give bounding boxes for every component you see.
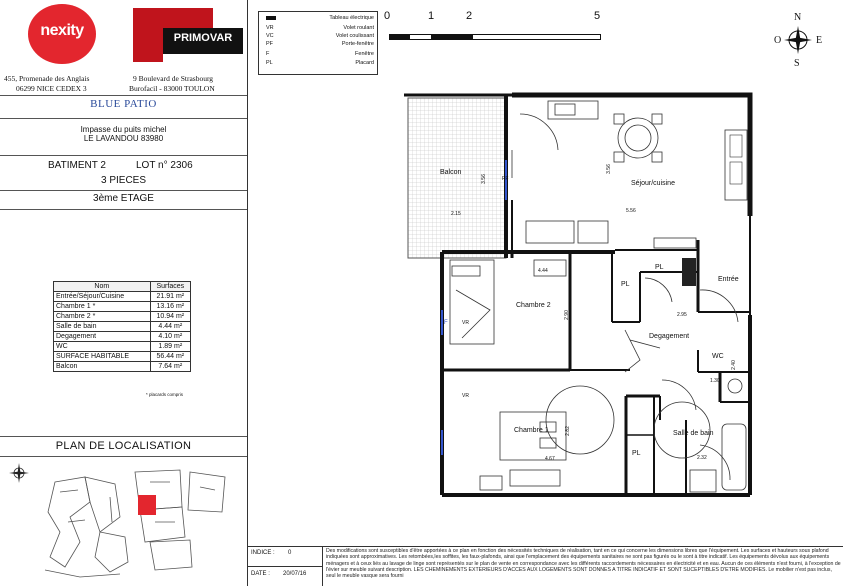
table-row-total <box>54 352 191 362</box>
table-row <box>54 332 191 342</box>
radiator <box>654 238 696 248</box>
legend-label: Fenêtre <box>355 51 374 57</box>
bed-chambre2 <box>450 260 494 344</box>
window-marker: VR <box>462 393 469 399</box>
dim-label: 3.56 <box>480 174 487 184</box>
dim-label: 2.40 <box>730 360 737 370</box>
surfaces-table <box>53 281 191 372</box>
room-entree: Entrée <box>718 276 739 283</box>
row-value: 21.91 m² <box>150 292 190 302</box>
row-value: 10.94 m² <box>150 312 190 322</box>
indice-value: 0 <box>288 550 292 556</box>
electrical-panel-icon <box>266 16 276 20</box>
room-pl2: PL <box>621 281 630 288</box>
row-value: 56.44 m² <box>150 352 190 362</box>
washbasin <box>690 470 716 492</box>
room-balcon: Balcon <box>440 169 462 176</box>
row-value: 4.10 m² <box>150 332 190 342</box>
compass-e: E <box>816 35 823 46</box>
rooms-count: 3 PIECES <box>100 175 147 186</box>
dim-label: 5.56 <box>626 208 636 214</box>
legend-code: F <box>266 51 270 57</box>
room-sejour: Séjour/cuisine <box>631 180 675 187</box>
row-value: 13.16 m² <box>150 302 190 312</box>
row-value: 7.64 m² <box>150 362 190 372</box>
legend-code: VR <box>266 25 274 31</box>
dim-label: 4.44 <box>538 268 548 274</box>
primovar-logo <box>133 8 243 62</box>
compass-o: O <box>774 35 782 46</box>
dim-label: 2.90 <box>563 310 570 320</box>
project-street: Impasse du puits michel <box>80 125 167 134</box>
room-chambre1: Chambre 1 <box>514 427 549 434</box>
indice-label: INDICE : <box>251 550 275 556</box>
table-row <box>54 362 191 372</box>
building-label: BATIMENT 2 <box>48 160 106 171</box>
dim-label: 2.32 <box>697 455 707 461</box>
dim-label: 2.95 <box>677 312 687 318</box>
dim-label: 2.15 <box>451 211 461 217</box>
disclaimer: Des modifications sont susceptibles d'être apportées à ce plan en fonction des nécessités techniques de réalisation, tant en ce qui concerne les dimensions libres que l'équipement. Les surfaces et hauteurs sous plafond indiquées sont approximatives. Les retombées,les soffites, les faux-plafonds, ainsi que l'emplacement des équipements sanitaires ne sont pas figurés ou le sont à titre indicatif. Les équipements dévolus aux équipements ménagers et à ceux liés au lavage de linge sont représentés sur le plan de vente en correspondance avec les différents raccordements nécessaires en électricité et en eau. Aucun de ces éléments n'est fourni, à l'exception de l'évier sur meuble suivant description. LES CHEMINEMENTS EXTERIEURS D'ACCES AUX LOGEMENTS SONT DONNES A TITRE INDICATIF ET SONT SUCEPTIBLES D'ETRE MODIFIES. Le mobilier n'est pas inclus, seul le meuble vasque sera fourni <box>326 548 841 580</box>
localisation-map <box>40 462 240 582</box>
scale-tick-5: 5 <box>594 10 601 22</box>
address-right-line1: 9 Boulevard de Strasbourg <box>133 74 214 83</box>
scale-tick-0: 0 <box>384 10 391 22</box>
row-name: Chambre 1 * <box>54 302 151 312</box>
row-value: 1.89 m² <box>150 342 190 352</box>
compass-s: S <box>794 58 800 69</box>
scale-tick-2: 2 <box>466 10 473 22</box>
window-marker: VR <box>462 320 469 326</box>
address-left-line1: 455, Promenade des Anglais <box>4 74 90 83</box>
table-header-row <box>54 282 191 292</box>
row-name: Degagement <box>54 332 151 342</box>
dim-label: 3.56 <box>605 164 612 174</box>
compass-n: N <box>794 12 802 23</box>
table-row <box>54 302 191 312</box>
room-pl1: PL <box>655 264 664 271</box>
sink <box>555 104 575 115</box>
bed-chambre1 <box>500 412 566 460</box>
primovar-logo-text: PRIMOVAR <box>173 32 233 44</box>
row-name: Entrée/Séjour/Cuisine <box>54 292 151 302</box>
dining-table <box>614 114 662 162</box>
row-value: 4.44 m² <box>150 322 190 332</box>
project-name: BLUE PATIO <box>90 98 157 110</box>
title-block <box>0 0 248 586</box>
floor-plan <box>400 90 760 502</box>
table-footnote: * placards compris <box>146 392 184 397</box>
nexity-logo-text: nexity <box>40 22 84 39</box>
table-row <box>54 342 191 352</box>
col-name-header: Nom <box>54 282 151 292</box>
date-label: DATE : <box>251 571 270 577</box>
window-marker: F <box>444 320 448 326</box>
legend-code: PL <box>266 60 273 66</box>
floor-label: 3ème ETAGE <box>93 193 154 204</box>
row-name: SURFACE HABITABLE <box>54 352 151 362</box>
address-left-line2: 06299 NICE CEDEX 3 <box>16 84 87 93</box>
wc-bowl <box>728 379 742 393</box>
dishwasher <box>725 130 747 200</box>
row-name: WC <box>54 342 151 352</box>
room-chambre2: Chambre 2 <box>516 302 551 309</box>
mini-compass-icon <box>8 462 30 484</box>
legend-label: Volet roulant <box>343 25 374 31</box>
legend-label: Tableau électrique <box>329 15 374 21</box>
scale-tick-1: 1 <box>428 10 435 22</box>
room-pl3: PL <box>632 450 641 457</box>
project-city: LE LAVANDOU 83980 <box>83 134 164 143</box>
table-row <box>54 312 191 322</box>
date-value: 20/07/16 <box>283 571 307 577</box>
lot-highlight <box>138 495 156 515</box>
localisation-title: PLAN DE LOCALISATION <box>55 440 192 452</box>
legend-box <box>258 11 378 75</box>
col-surface-header: Surfaces <box>150 282 190 292</box>
legend-label: Placard <box>355 60 374 66</box>
room-sdb: Salle de bain <box>673 430 714 437</box>
bathtub <box>722 424 746 490</box>
dim-label: 1.30 <box>710 378 720 384</box>
table-row <box>54 292 191 302</box>
lot-label: LOT n° 2306 <box>136 160 193 171</box>
legend-label: Porte-fenêtre <box>341 41 374 47</box>
balcony-area <box>408 98 509 258</box>
window-marker: PF <box>502 176 509 182</box>
table-row <box>54 322 191 332</box>
row-name: Salle de bain <box>54 322 151 332</box>
row-name: Balcon <box>54 362 151 372</box>
scale-bar <box>384 8 606 42</box>
room-degagement: Degagement <box>649 333 690 340</box>
room-wc: WC <box>712 353 724 360</box>
dim-label: 2.82 <box>564 426 571 436</box>
legend-code: VC <box>266 33 274 39</box>
dim-label: 4.67 <box>545 456 555 462</box>
legend-label: Volet coulissant <box>335 33 374 39</box>
row-name: Chambre 2 * <box>54 312 151 322</box>
legend-code: PF <box>266 41 274 47</box>
address-right-line2: Burofacil - 83000 TOULON <box>129 84 215 93</box>
